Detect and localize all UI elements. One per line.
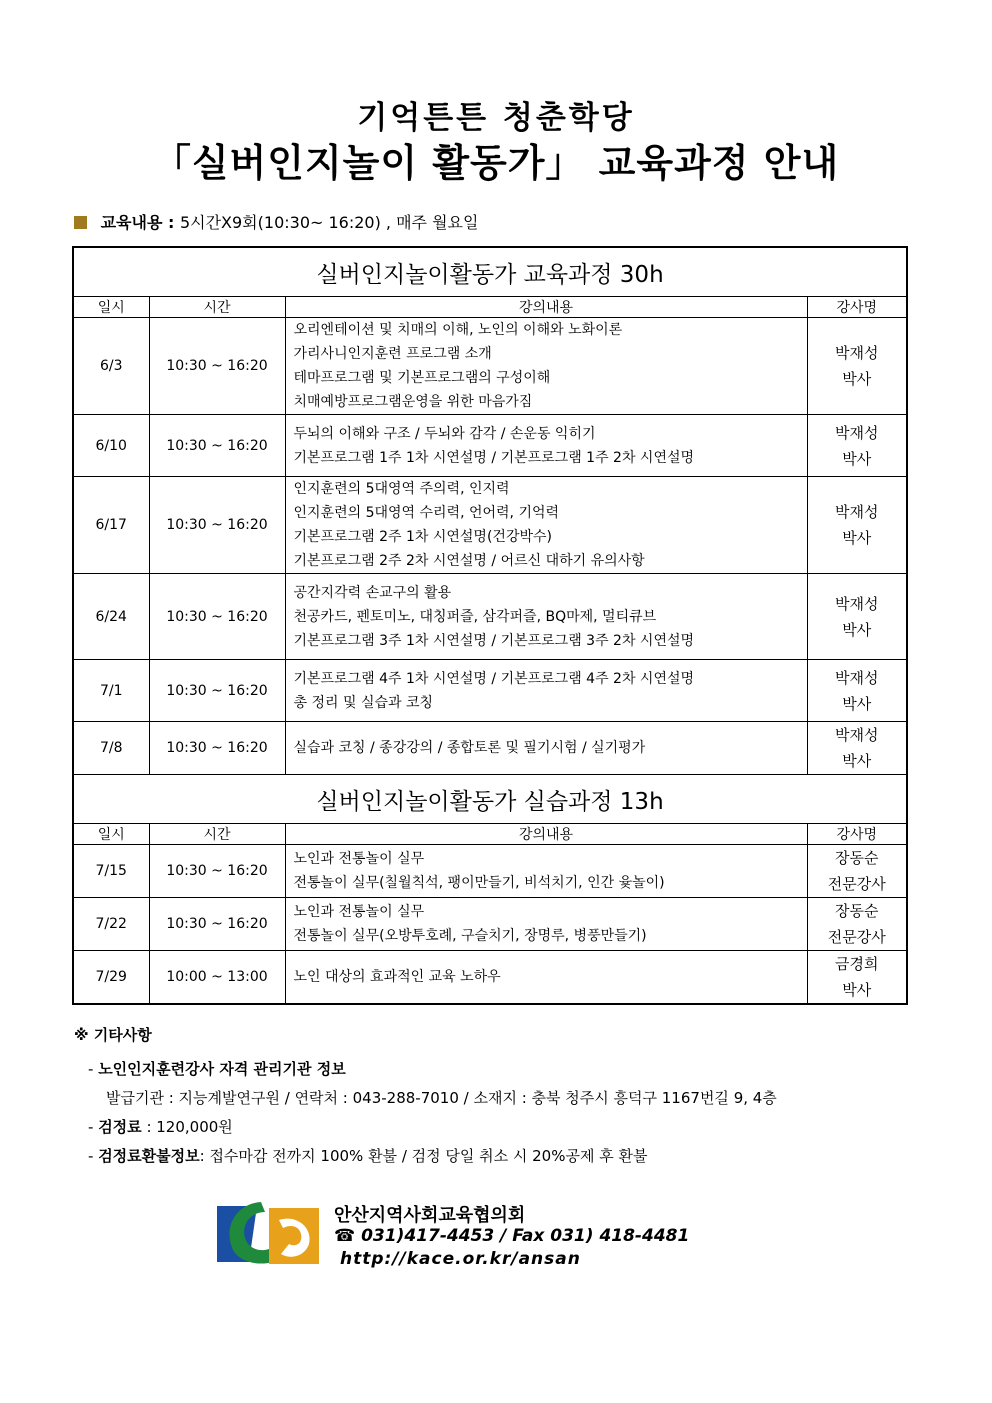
instructor-line: 박재성 xyxy=(835,423,879,442)
note-label: 검정료환불정보 xyxy=(98,1147,200,1165)
content-cell xyxy=(285,722,807,775)
summary-value: 5시간Ⅹ9회(10:30~ 16:20) , 매주 월요일 xyxy=(179,213,479,232)
kace-logo-icon xyxy=(213,1198,323,1274)
content-cell xyxy=(285,660,807,722)
notes-heading: ※ 기타사항 xyxy=(74,1026,152,1044)
note-label: 검정료 xyxy=(98,1118,142,1136)
content-cell xyxy=(285,477,807,574)
content-line: 기본프로그램 2주 2차 시연설명 / 어르신 대하기 유의사항 xyxy=(293,553,645,569)
summary xyxy=(74,210,478,233)
date-cell: 6/3 xyxy=(73,318,149,415)
content-cell xyxy=(285,574,807,660)
note-text: : 120,000원 xyxy=(141,1118,233,1136)
note-prefix: - xyxy=(88,1147,99,1165)
table-row xyxy=(73,722,907,775)
content-line: 노인과 전통놀이 실무 xyxy=(293,851,425,867)
org-url: http://kace.or.kr/ansan xyxy=(340,1249,581,1269)
time-cell: 10:30 ~ 16:20 xyxy=(149,574,285,660)
instructor-line: 금경희 xyxy=(835,955,879,973)
content-line: 기본프로그램 1주 1차 시연설명 / 기본프로그램 1주 2차 시연설명 xyxy=(293,449,695,466)
instructor-cell xyxy=(807,318,907,415)
column-header: 강사명 xyxy=(807,297,907,318)
column-header: 강의내용 xyxy=(285,297,807,318)
column-header: 시간 xyxy=(149,824,285,845)
note-item: 발급기관 : 지능계발연구원 / 연락처 : 043-288-7010 / 소재지 : 충북 청주시 흥덕구 1167번길 9, 4층 xyxy=(106,1089,777,1107)
instructor-line: 박사 xyxy=(842,449,872,468)
instructor-line: 박재성 xyxy=(835,668,879,687)
content-line: 인지훈련의 5대영역 주의력, 인지력 xyxy=(293,481,510,497)
square-bullet-icon xyxy=(74,216,87,229)
instructor-line: 전문강사 xyxy=(827,875,886,893)
date-cell: 6/24 xyxy=(73,574,149,660)
org-contact: ☎ 031)417-4453 / Fax 031) 418-4481 xyxy=(334,1226,690,1246)
table-row xyxy=(73,318,907,415)
content-line: 인지훈련의 5대영역 수리력, 언어력, 기억력 xyxy=(293,505,560,521)
content-cell xyxy=(285,898,807,951)
title-line2: 「실버인지놀이 활동가」 교육과정 안내 xyxy=(152,141,840,185)
note-item xyxy=(88,1055,777,1084)
table-row xyxy=(73,660,907,722)
column-header: 일시 xyxy=(73,297,149,318)
section-title: 실버인지놀이활동가 교육과정 30h xyxy=(73,247,907,297)
content-cell xyxy=(285,951,807,1005)
content-cell xyxy=(285,845,807,898)
content-line: 총 정리 및 실습과 코칭 xyxy=(293,694,434,711)
content-line: 노인과 전통놀이 실무 xyxy=(293,904,425,920)
instructor-line: 장동순 xyxy=(835,902,879,920)
column-header: 강사명 xyxy=(807,824,907,845)
time-cell: 10:00 ~ 13:00 xyxy=(149,951,285,1005)
time-cell: 10:30 ~ 16:20 xyxy=(149,722,285,775)
content-line: 두뇌의 이해와 구조 / 두뇌와 감각 / 손운동 익히기 xyxy=(293,425,596,442)
instructor-line: 박사 xyxy=(842,620,872,639)
summary-label: 교육내용 : xyxy=(100,213,175,232)
instructor-line: 박사 xyxy=(842,529,872,547)
content-line: 전통놀이 실무(오방투호례, 구슬치기, 장명루, 병풍만들기) xyxy=(293,928,647,944)
content-cell xyxy=(285,415,807,477)
instructor-line: 박재성 xyxy=(835,503,879,521)
content-line: 기본프로그램 2주 1차 시연설명(건강박수) xyxy=(293,529,552,545)
schedule-table xyxy=(72,246,906,1005)
content-line: 전통놀이 실무(칠월칙석, 팽이만들기, 비석치기, 인간 윷놀이) xyxy=(293,875,665,891)
date-cell: 7/15 xyxy=(73,845,149,898)
instructor-cell xyxy=(807,660,907,722)
content-line: 실습과 코칭 / 종강강의 / 종합토론 및 필기시험 / 실기평가 xyxy=(293,740,646,756)
content-line: 공간지각력 손교구의 활용 xyxy=(293,584,452,601)
content-line: 천공카드, 펜토미노, 대칭퍼즐, 삼각퍼즐, BQ마제, 멀티큐브 xyxy=(293,608,657,625)
content-line: 기본프로그램 4주 1차 시연설명 / 기본프로그램 4주 2차 시연설명 xyxy=(293,670,695,687)
column-header: 강의내용 xyxy=(285,824,807,845)
instructor-cell xyxy=(807,898,907,951)
instructor-line: 박사 xyxy=(842,981,872,999)
time-cell: 10:30 ~ 16:20 xyxy=(149,845,285,898)
note-item xyxy=(88,1142,777,1171)
date-cell: 7/29 xyxy=(73,951,149,1005)
content-line: 기본프로그램 3주 1차 시연설명 / 기본프로그램 3주 2차 시연설명 xyxy=(293,632,695,649)
content-line: 가리사니인지훈련 프로그램 소개 xyxy=(293,346,492,362)
title-line1: 기억튼튼 청춘학당 xyxy=(357,100,635,136)
content-line: 노인 대상의 효과적인 교육 노하우 xyxy=(293,969,501,985)
table-row xyxy=(73,898,907,951)
column-header: 시간 xyxy=(149,297,285,318)
header-row xyxy=(73,297,907,318)
instructor-line: 박사 xyxy=(842,694,872,713)
table-row xyxy=(73,574,907,660)
instructor-line: 박재성 xyxy=(835,726,879,744)
header-row xyxy=(73,824,907,845)
instructor-line: 전문강사 xyxy=(827,928,886,946)
note-text: : 접수마감 전까지 100% 환불 / 검정 당일 취소 시 20%공제 후 환불 xyxy=(199,1147,648,1165)
time-cell: 10:30 ~ 16:20 xyxy=(149,415,285,477)
time-cell: 10:30 ~ 16:20 xyxy=(149,318,285,415)
note-item xyxy=(88,1113,777,1142)
instructor-cell xyxy=(807,845,907,898)
note-prefix: - xyxy=(88,1060,99,1078)
date-cell: 7/1 xyxy=(73,660,149,722)
table-row xyxy=(73,951,907,1005)
instructor-cell xyxy=(807,477,907,574)
content-line: 치매예방프로그램운영을 위한 마음가짐 xyxy=(293,394,533,410)
content-cell xyxy=(285,318,807,415)
instructor-cell xyxy=(807,951,907,1005)
date-cell: 6/10 xyxy=(73,415,149,477)
notes xyxy=(74,1024,777,1171)
org-name: 안산지역사회교육협의회 xyxy=(334,1205,526,1226)
section-title: 실버인지놀이활동가 실습과정 13h xyxy=(73,775,907,824)
content-line: 오리엔테이션 및 치매의 이해, 노인의 이해와 노화이론 xyxy=(293,322,623,338)
time-cell: 10:30 ~ 16:20 xyxy=(149,477,285,574)
date-cell: 7/22 xyxy=(73,898,149,951)
time-cell: 10:30 ~ 16:20 xyxy=(149,660,285,722)
instructor-cell xyxy=(807,574,907,660)
instructor-line: 박재성 xyxy=(835,594,879,613)
instructor-line: 박사 xyxy=(842,370,872,388)
instructor-line: 박사 xyxy=(842,752,872,770)
note-label: 노인인지훈련강사 자격 관리기관 정보 xyxy=(98,1060,346,1078)
date-cell: 6/17 xyxy=(73,477,149,574)
section-title-row xyxy=(73,247,907,297)
note-prefix: - xyxy=(88,1118,99,1136)
instructor-cell xyxy=(807,722,907,775)
section-title-row xyxy=(73,775,907,824)
table-row xyxy=(73,415,907,477)
table-row xyxy=(73,845,907,898)
content-line: 테마프로그램 및 기본프로그램의 구성이해 xyxy=(293,370,551,386)
table-row xyxy=(73,477,907,574)
column-header: 일시 xyxy=(73,824,149,845)
date-cell: 7/8 xyxy=(73,722,149,775)
instructor-line: 박재성 xyxy=(835,344,879,362)
time-cell: 10:30 ~ 16:20 xyxy=(149,898,285,951)
instructor-cell xyxy=(807,415,907,477)
instructor-line: 장동순 xyxy=(835,849,879,867)
